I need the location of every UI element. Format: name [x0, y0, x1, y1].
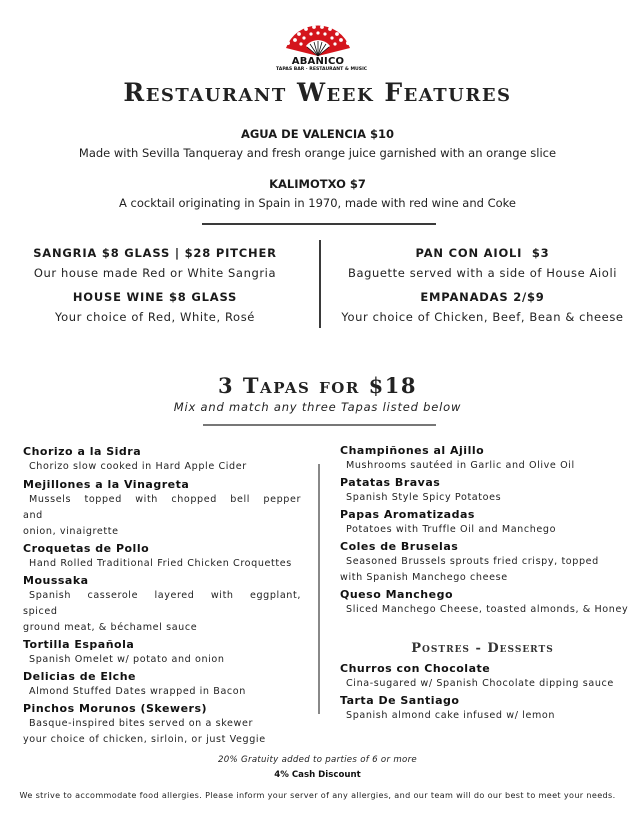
tapa-name: Mejillones a la Vinagreta — [23, 478, 190, 491]
tapas-subtitle: Mix and match any three Tapas listed below — [173, 400, 462, 414]
abanico-logo — [276, 14, 368, 74]
special-description: Our house made Red or White Sangria — [33, 266, 277, 280]
dessert-name: Churros con Chocolate — [340, 662, 491, 675]
special-name: PAN CON AIOLI $3 — [415, 246, 550, 260]
tapa-description: Chorizo slow cooked in Hard Apple Cider — [29, 461, 247, 472]
tapa-description: Sliced Manchego Cheese, toasted almonds, & Honey — [346, 604, 629, 615]
tapa-description: Potatoes with Truffle Oil and Manchego — [346, 524, 557, 535]
tapa-name: Coles de Bruselas — [340, 540, 459, 553]
divider — [202, 223, 436, 225]
fan-icon — [282, 14, 354, 58]
tapa-description: Mussels topped with chopped bell pepper and — [23, 494, 301, 521]
allergy-note: We strive to accommodate food allergies. Please inform your server of any allergies, and our team will do our best to meet your needs. — [19, 790, 616, 800]
special-description: Baguette served with a side of House Aioli — [347, 266, 618, 280]
cocktail-name: AGUA DE VALENCIA $10 — [240, 127, 395, 141]
tapa-name: Champiñones al Ajillo — [340, 444, 485, 457]
tapa-name: Queso Manchego — [340, 588, 454, 601]
tapa-description-cont: onion, vinaigrette — [23, 526, 119, 537]
tapa-description-cont: ground meat, & béchamel sauce — [23, 622, 198, 633]
desserts-list — [340, 661, 630, 724]
dessert-description: Spanish almond cake infused w/ lemon — [346, 710, 556, 721]
special-name: EMPANADAS 2/$9 — [420, 290, 545, 304]
tapa-description: Spanish Omelet w/ potato and onion — [29, 654, 225, 665]
tapa-description: Seasoned Brussels sprouts fried crispy, topped — [346, 556, 599, 567]
tapa-description: Spanish casserole layered with eggplant, spiced — [23, 590, 301, 617]
tapas-right-column — [340, 443, 630, 618]
tapa-name: Tortilla Española — [23, 638, 135, 651]
cocktail-description: A cocktail originating in Spain in 1970, made with red wine and Coke — [119, 196, 516, 210]
specials-right — [330, 246, 635, 324]
logo-tagline: TAPAS BAR · RESTAURANT & MUSIC — [276, 67, 368, 72]
gratuity-note: 20% Gratuity added to parties of 6 or more — [218, 755, 417, 765]
cash-discount-note: 4% Cash Discount — [274, 770, 361, 780]
tapa-name: Croquetas de Pollo — [23, 542, 150, 555]
dessert-description: Cina-sugared w/ Spanish Chocolate dipping sauce — [346, 678, 614, 689]
special-name: SANGRIA $8 GLASS | $28 PITCHER — [33, 246, 277, 260]
specials-left — [0, 246, 310, 324]
tapa-name: Chorizo a la Sidra — [23, 445, 142, 458]
special-description: Your choice of Chicken, Beef, Bean & cheese — [341, 310, 624, 324]
special-name: HOUSE WINE $8 GLASS — [72, 290, 238, 304]
cocktail-name: KALIMOTXO $7 — [269, 177, 366, 191]
vertical-divider — [319, 240, 321, 328]
tapa-name: Delicias de Elche — [23, 670, 136, 683]
cocktail-description: Made with Sevilla Tanqueray and fresh orange juice garnished with an orange slice — [78, 146, 557, 160]
divider — [203, 424, 436, 426]
tapa-description: Mushrooms sautéed in Garlic and Olive Oil — [346, 460, 575, 471]
tapa-description: Basque-inspired bites served on a skewer — [29, 718, 254, 729]
tapa-description: Almond Stuffed Dates wrapped in Bacon — [29, 686, 246, 697]
vertical-divider — [318, 464, 320, 714]
tapa-name: Patatas Bravas — [340, 476, 441, 489]
tapas-left-column — [23, 444, 301, 748]
tapa-description: Hand Rolled Traditional Fried Chicken Croquettes — [29, 558, 292, 569]
tapa-name: Pinchos Morunos (Skewers) — [23, 702, 208, 715]
special-description: Your choice of Red, White, Rosé — [55, 310, 255, 324]
desserts-title: Postres - Desserts — [411, 641, 554, 656]
tapa-name: Moussaka — [23, 574, 89, 587]
tapa-name: Papas Aromatizadas — [340, 508, 475, 521]
logo-name: ABANICO — [291, 56, 345, 67]
tapa-description: Spanish Style Spicy Potatoes — [346, 492, 502, 503]
page-title: Restaurant Week Features — [123, 78, 512, 107]
dessert-name: Tarta De Santiago — [340, 694, 460, 707]
tapa-description-cont: your choice of chicken, sirloin, or just Veggie — [23, 734, 266, 745]
tapa-description-cont: with Spanish Manchego cheese — [340, 572, 508, 583]
tapas-title: 3 Tapas for $18 — [218, 373, 417, 398]
